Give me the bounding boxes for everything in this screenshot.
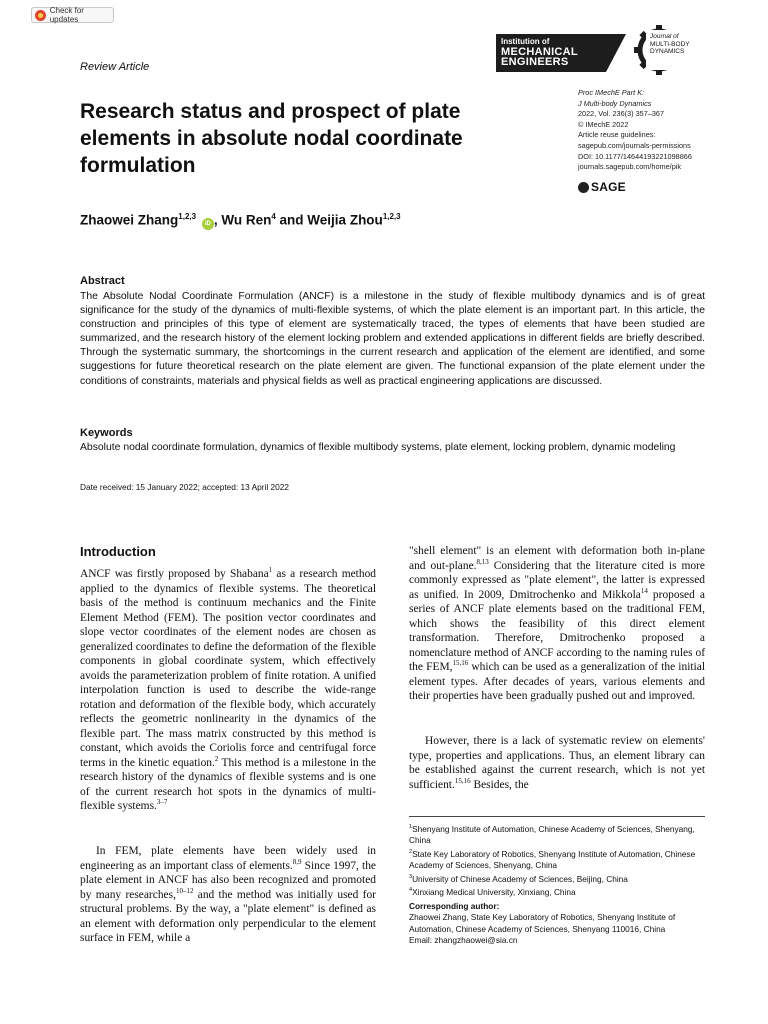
author-affiliation: 1,2,3 xyxy=(178,212,197,221)
meta-permissions-link[interactable]: sagepub.com/journals-permissions xyxy=(578,140,691,150)
publisher-logo-line1: Institution of xyxy=(501,37,550,46)
author-name: Zhaowei Zhang xyxy=(80,212,179,228)
introduction-heading: Introduction xyxy=(80,544,156,559)
journal-logo xyxy=(633,24,713,76)
citation-ref[interactable]: 15,16 xyxy=(452,659,469,668)
publisher-logo-line2: MECHANICAL xyxy=(501,46,578,58)
footnote-text: Xinxiang Medical University, Xinxiang, China xyxy=(412,887,576,898)
paragraph-text: ANCF was firstly proposed by Shabana xyxy=(80,568,269,580)
intro-paragraph xyxy=(409,544,705,704)
citation-ref[interactable]: 2 xyxy=(214,754,219,763)
author-affiliation: 4 xyxy=(271,212,276,221)
article-type: Review Article xyxy=(80,61,150,73)
meta-journal-link[interactable]: journals.sagepub.com/home/pik xyxy=(578,162,682,172)
orcid-icon[interactable]: iD xyxy=(202,218,214,230)
sage-logo-text: SAGE xyxy=(591,180,626,194)
paragraph-text: Since 1997, the plate element in ANCF has also been recognized and promoted by many researches, xyxy=(80,859,376,901)
meta-reuse-label: Article reuse guidelines: xyxy=(578,130,656,140)
affiliation-footnote xyxy=(409,847,709,872)
footnotes xyxy=(409,822,709,947)
meta-copyright: © IMechE 2022 xyxy=(578,119,629,129)
paragraph-text: In FEM, plate elements have been widely used in engineering as an important class of elements. xyxy=(80,845,376,872)
paragraph-text: proposed a series of ANCF plate elements based on the traditional FEM, which shows the feasibility of this direct element transformation. Therefore, Dmitrochenko proposed a nomenclature method of ANCF according to the naming rules of the FEM, xyxy=(409,588,705,673)
check-for-updates-button[interactable] xyxy=(31,7,114,23)
author-list xyxy=(80,212,401,230)
meta-journal-name: J Multi-body Dynamics xyxy=(578,98,652,108)
citation-ref[interactable]: 8,13 xyxy=(476,557,489,566)
citation-ref[interactable]: 10–12 xyxy=(175,886,194,895)
corresponding-author-heading: Corresponding author: xyxy=(409,900,500,911)
check-for-updates-label: Check for updates xyxy=(49,6,84,24)
intro-paragraph xyxy=(80,567,376,814)
footnote-divider xyxy=(409,816,705,817)
affiliation-footnote xyxy=(409,885,709,898)
intro-paragraph xyxy=(409,734,705,792)
footnote-number: 2 xyxy=(409,848,413,855)
meta-journal-part: Proc IMechE Part K: xyxy=(578,88,645,97)
paragraph-text: as a research method applied to the dynamics of flexible systems. The theoretical basis of the method is continuum mechanics and the Finite Element Method (FEM). The position vector coordinates and slope vector coordinates of the element nodes are chosen as generalized coordinates to define the deformation of the flexible components in global coordinate system, which effectively avoids the parameterization problem of finite rotation. A unified interpolation function is used to describe the wide-range rotation and deformation of the flexible body, which accurately reflects the geometric nonlinearity in the dynamics of the flexible part. The mass matrix constructed by this method is constant, which avoids the Coriolis force and centrifugal force terms in the kinetic equation. xyxy=(80,568,377,769)
corresponding-author-email[interactable]: Email: zhangzhaowei@sia.cn xyxy=(409,935,518,946)
footnote-number: 3 xyxy=(409,873,413,880)
corresponding-author-text: Zhaowei Zhang, State Key Laboratory of Robotics, Shenyang Institute of Automation, Chinese Academy of Sciences, Shenyang 110016, China xyxy=(409,912,676,934)
paragraph-text: and the method was initially used for structural problems. By the way, a "plate element" is defined as an element with deformation only perpendicular to the element surface in FEM, while a xyxy=(80,888,376,944)
footnote-text: State Key Laboratory of Robotics, Shenyang Institute of Automation, Chinese Academy of Sciences, Shenyang, China xyxy=(409,848,696,871)
abstract-heading: Abstract xyxy=(80,275,125,287)
journal-logo-line2: MULTI-BODY xyxy=(650,40,690,48)
footnote-number: 4 xyxy=(409,887,413,894)
author-name: , Wu Ren xyxy=(213,212,272,228)
citation-ref[interactable]: 8,9 xyxy=(292,857,302,866)
date-received: Date received: 15 January 2022; accepted: 13 April 2022 xyxy=(80,482,289,492)
paragraph-text: Besides, the xyxy=(470,778,529,791)
journal-logo-line1: Journal of xyxy=(650,33,679,40)
sage-logo xyxy=(578,180,626,194)
abstract-text: The Absolute Nodal Coordinate Formulation (ANCF) is a milestone in the study of flexible multibody dynamics and is of great significance for the study of the dynamics of multi-flexible systems, of which the plate element is an important part. In this article, the construction and principles of this type of element are systematically traced, the types of elements that have been studied are summarized, and the research history of the element locking problem and extended applications in different fields are briefly described. Through the systematic summary, the shortcomings in the current research and application of the element are identified, and some suggestions for future theoretical research on the plate element are given. The functional expansion of the plate element under the conditions of constraints, materials and physical fields as well as practical engineering applications are discussed. xyxy=(80,291,705,387)
meta-volume: 2022, Vol. 236(3) 357–367 xyxy=(578,109,665,119)
paragraph-text: However, there is a lack of systematic review on elements' type, properties and applications. Thus, an element library can be established against the current research, which is not yet sufficient. xyxy=(409,735,705,791)
article-meta xyxy=(578,88,738,173)
keywords-text: Absolute nodal coordinate formulation, dynamics of flexible multibody systems, plate element, locking problem, dynamic modeling xyxy=(80,442,676,453)
paragraph-text: which can be used as a generalization of the initial element types. After decades of years, various elements and their properties have been gradually pushed out and improved. xyxy=(409,661,705,702)
article-title: Research status and prospect of plate elements in absolute nodal coordinate formulation xyxy=(80,100,463,177)
crossmark-icon xyxy=(35,10,46,21)
meta-doi[interactable]: DOI: 10.1177/14644193221098866 xyxy=(578,151,692,161)
publisher-logo-line3: ENGINEERS xyxy=(501,56,569,68)
footnote-text: University of Chinese Academy of Sciences, Beijing, China xyxy=(412,873,628,884)
citation-ref[interactable]: 1 xyxy=(268,566,273,575)
footnote-text: Shenyang Institute of Automation, Chinese Academy of Sciences, Shenyang, China xyxy=(409,823,695,846)
sage-s-icon xyxy=(578,182,589,193)
citation-ref[interactable]: 15,16 xyxy=(454,776,471,785)
journal-logo-line3: DYNAMICS xyxy=(650,48,685,55)
intro-paragraph xyxy=(80,844,376,946)
affiliation-footnote xyxy=(409,872,709,885)
citation-ref[interactable]: 14 xyxy=(640,586,648,595)
affiliation-footnote xyxy=(409,822,709,847)
citation-ref[interactable]: 3–7 xyxy=(156,798,168,807)
paragraph-text: "shell element" is an element with deformation both in-plane and out-plane. xyxy=(409,545,705,572)
footnote-number: 1 xyxy=(409,824,413,830)
author-name: and Weijia Zhou xyxy=(275,212,383,228)
author-affiliation: 1,2,3 xyxy=(382,212,401,221)
paragraph-text: This method is a milestone in the research history of the dynamics of flexible systems and is one of the current research hot spots in the dynamics of multi-flexible systems. xyxy=(80,756,376,812)
publisher-logo xyxy=(496,34,626,72)
paragraph-text: Considering that the literature cited is more commonly expressed as "plate element", the latter is expressed as unified. In 2009, Dmitrochenko and Mikkola xyxy=(409,559,705,601)
keywords-heading: Keywords xyxy=(80,427,133,439)
